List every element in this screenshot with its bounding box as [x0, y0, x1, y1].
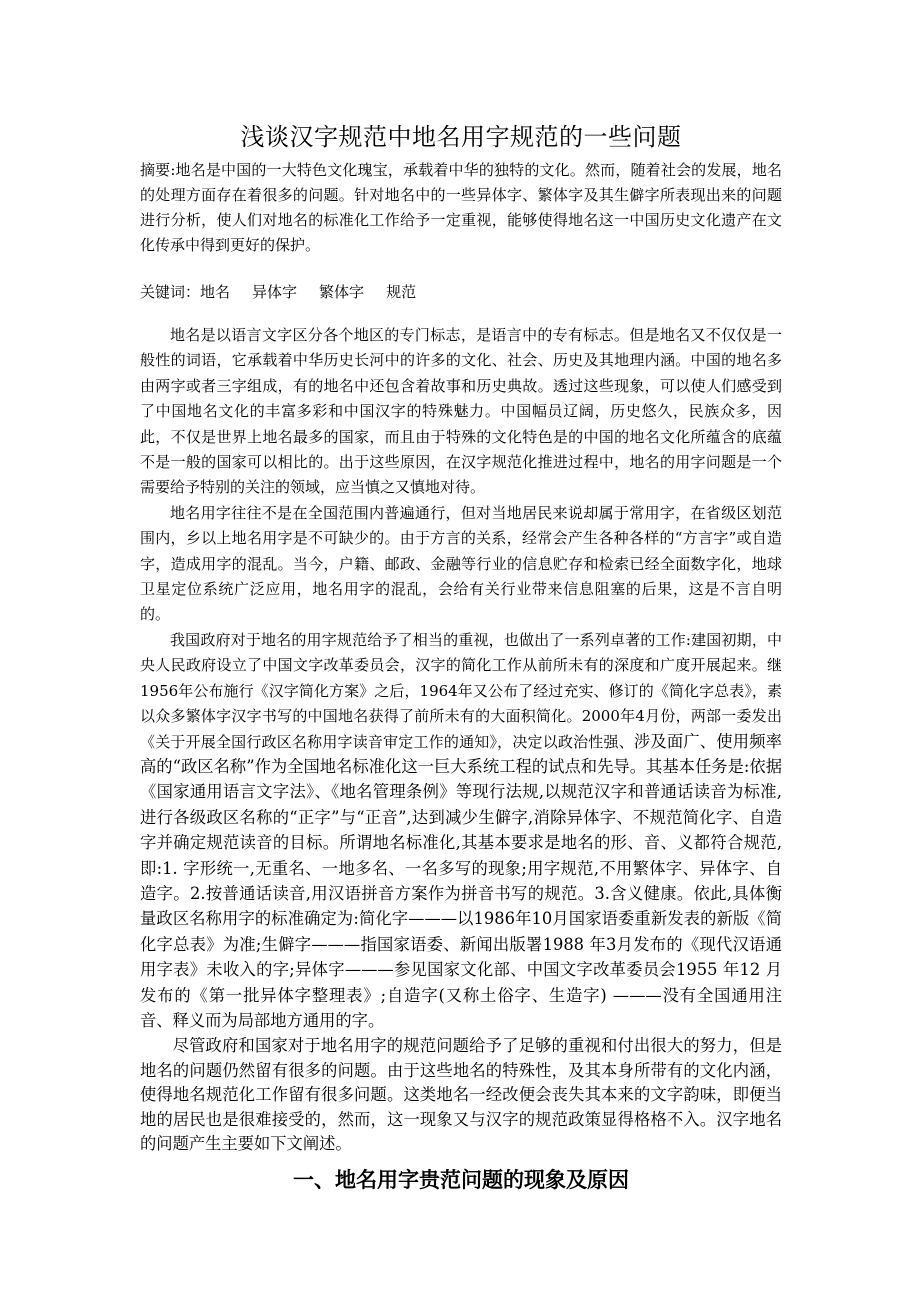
- paragraph-3-part-1: 我国政府对于地名的用字规范给予了相当的重视，也做出了一系列卓著的工作:建国初期，中央人民政府设立了中国文字改革委员会，汉字的简化工作从前所未有的深度和广度开展起来。继1956年公布施行《汉字简化方案》之后，1964年又公布了经过充实、修订的《简化字总表》，素以众多繁体字汉字书写的中国地名获得了前所未有的大面积简化。2000年4月份，两部一委发出《关于开展全国行政区名称用字读音审定工作的通知》，决定以政治性强、: [140, 630, 782, 751]
- document-page: [140, 118, 782, 1197]
- paragraph-3: [140, 628, 782, 1035]
- abstract: [140, 158, 782, 258]
- keyword-1: 地名: [200, 283, 231, 301]
- paragraph-2: 地名用字往往不是在全国范围内普遍通行，但对当地居民来说却属于常用字，在省级区划范围内，乡以上地名用字是不可缺少的。由于方言的关系，经常会产生各种各样的“方言字”或自造字，造成用字的混乱。当今，户籍、邮政、金融等行业的信息贮存和检索已经全面数字化，地球卫星定位系统广泛应用，地名用字的混乱，会给有关行业带来信息阻塞的后果，这是不言自明的。: [140, 503, 782, 624]
- paragraph-3-part-2: 涉及面广、使用频率高的“政区名称”作为全国地名标准化这一巨大系统工程的试点和先导。其基本任务是:依据《国家通用语言文字法》、《地名管理条例》等现行法规,以规范汉字和普通话读音为标准,进行各级政区名称的“正字”与“正音”,达到减少生僻字,消除异体字、不规范简化字、自造字并确定规范读音的目标。所谓地名标准化,其基本要求是地名的形、音、义都符合规范,即:1. 字形统一,无重名、一地多名、一名多写的现象;用字规范,不用繁体字、异体字、自造字。2.按普通话读音,用汉语拼音方案作为拼音书写的规范。3.含义健康。依此,具体衡量政区名称用字的标准确定为:简化字———以1986年10月国家语委重新发表的新版《简化字总表》为准;生僻字———指国家语委、新闻出版署1988 年3月发布的《现代汉语通用字表》未收入的字;异体字———参见国家文化部、中国文字改革委员会1955 年12 月发布的《第一批异体字整理表》;自造字(又称土俗字、生造字) ———没有全国通用注音、释义而为局部地方通用的字。: [140, 731, 782, 1030]
- abstract-text: 地名是中国的一大特色文化瑰宝，承载着中华的独特的文化。然而，随着社会的发展，地名的处理方面存在着很多的问题。针对地名中的一些异体字、繁体字及其生僻字所表现出来的问题进行分析，使人们对地名的标准化工作给予一定重视，能够使得地名这一中国历史文化遗产在文化传承中得到更好的保护。: [140, 161, 782, 254]
- keyword-3: 繁体字: [319, 283, 365, 301]
- abstract-label: 摘要:: [140, 161, 176, 179]
- section-heading: 一、地名用字贵范问题的现象及原因: [293, 1167, 629, 1192]
- keywords: [140, 280, 782, 305]
- paragraph-4: 尽管政府和国家对于地名用字的规范问题给予了足够的重视和付出很大的努力，但是地名的问题仍然留有很多的问题。由于这些地名的特殊性，及其本身所带有的文化内涵，使得地名规范化工作留有很多问题。这类地名一经改便会丧失其本来的文字韵味，即便当地的居民也是很难接受的，然而，这一现象又与汉字的规范政策显得格格不入。汉字地名的问题产生主要如下文阐述。: [140, 1036, 782, 1154]
- keyword-4: 规范: [386, 283, 417, 301]
- keyword-2: 异体字: [252, 283, 298, 301]
- paragraph-1: 地名是以语言文字区分各个地区的专门标志，是语言中的专有标志。但是地名又不仅仅是一般性的词语，它承载着中华历史长河中的许多的文化、社会、历史及其地理内涵。中国的地名多由两字或者三字组成，有的地名中还包含着故事和历史典故。透过这些现象，可以使人们感受到了中国地名文化的丰富多彩和中国汉字的特殊魅力。中国幅员辽阔，历史悠久，民族众多，因此，不仅是世界上地名最多的国家，而且由于特殊的文化特色是的中国的地名文化所蕴含的底蕴不是一般的国家可以相比的。出于这些原因，在汉字规范化推进过程中，地名的用字问题是一个需要给予特别的关注的领域，应当慎之又慎地对待。: [140, 326, 782, 497]
- document-title: 浅谈汉字规范中地名用字规范的一些问题: [240, 123, 682, 151]
- keywords-label: 关键词：: [140, 283, 201, 301]
